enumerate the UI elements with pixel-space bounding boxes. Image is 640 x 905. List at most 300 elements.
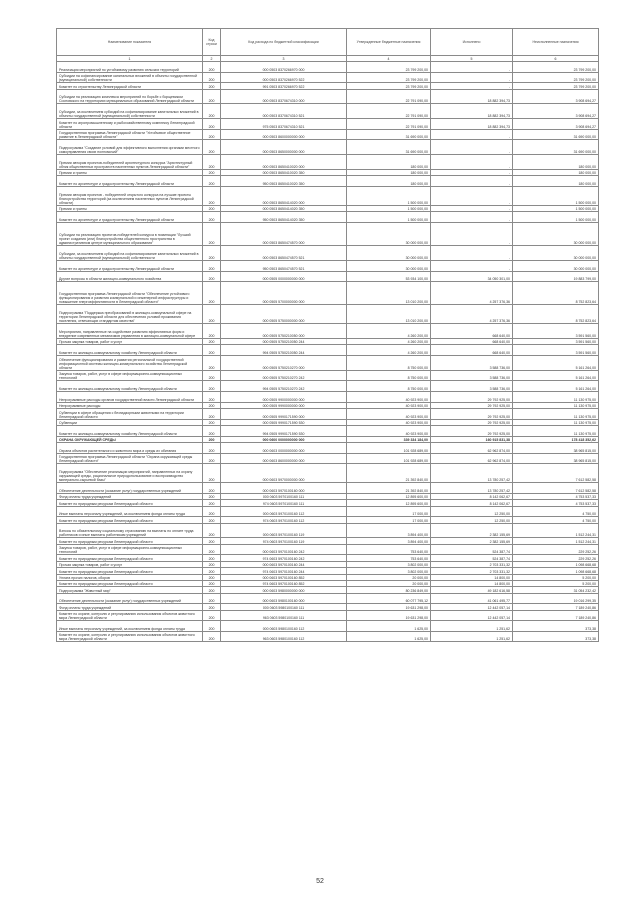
- row-executed-amount: 3 588 736,00: [431, 356, 513, 371]
- row-indicator-name: Комитет по природным ресурсам Ленинградской области: [57, 555, 203, 561]
- row-unexecuted-amount: 31 054 232,42: [513, 587, 599, 593]
- row-classification-code: 000 0603 5970100160 111: [221, 493, 347, 499]
- row-executed-amount: 14 800,00: [431, 580, 513, 586]
- row-indicator-name: Иные выплаты персоналу учреждений, за исключением фонда оплаты труда: [57, 621, 203, 632]
- row-classification-code: 000 0505 9990000000 000: [221, 402, 347, 408]
- row-unexecuted-amount: 1 512 244,31: [513, 523, 599, 538]
- row-classification-code: 963 0603 5980100160 111: [221, 610, 347, 621]
- row-line-code: 200: [203, 345, 221, 356]
- row-indicator-name: Государственная программа Ленинградской области "Охрана окружающей среды Ленинградской области": [57, 453, 203, 464]
- row-indicator-name: Подпрограмма "Обеспечение реализации мероприятий, направленных на охрану окружающей среды, рациональное природопользование и воспроизводство минерально-сырьевой базы": [57, 464, 203, 483]
- row-line-code: 200: [203, 538, 221, 544]
- row-executed-amount: 1 251,62: [431, 631, 513, 642]
- row-classification-code: 000 0503 8600000000 000: [221, 129, 347, 140]
- row-executed-amount: -: [431, 246, 513, 261]
- table-row: [57, 282, 599, 305]
- row-approved-amount: 13 010 200,00: [347, 305, 431, 324]
- row-executed-amount: 12 250,00: [431, 506, 513, 517]
- row-executed-amount: 18 882 394,73: [431, 89, 513, 104]
- row-unexecuted-amount: 4 753 537,33: [513, 493, 599, 499]
- row-executed-amount: 668 640,00: [431, 345, 513, 356]
- row-unexecuted-amount: 19 883 799,00: [513, 271, 599, 282]
- row-unexecuted-amount: 31 690 000,00: [513, 129, 599, 140]
- row-classification-code: 000 0505 5750210050 244: [221, 339, 347, 345]
- row-indicator-name: Премии авторам проектов-победителей архитектурного конкурса "Архитектурный облик общественных пространств населенных пунктов Ленинградской области": [57, 155, 203, 170]
- row-executed-amount: 668 640,00: [431, 324, 513, 339]
- row-unexecuted-amount: 7 612 582,58: [513, 464, 599, 483]
- row-unexecuted-amount: 3 908 694,27: [513, 119, 599, 130]
- row-indicator-name: Комитет по архитектуре и градостроительству Ленинградской области: [57, 260, 203, 271]
- row-executed-amount: 668 640,00: [431, 339, 513, 345]
- row-unexecuted-amount: 3 591 560,00: [513, 345, 599, 356]
- header-classification-code: Код расхода по бюджетной классификации: [221, 29, 347, 56]
- row-executed-amount: -: [431, 186, 513, 205]
- table-row: [57, 409, 599, 420]
- row-approved-amount: 21 392 840,00: [347, 483, 431, 494]
- row-unexecuted-amount: 23 799 200,00: [513, 72, 599, 83]
- table-row: [57, 155, 599, 170]
- table-row: [57, 186, 599, 205]
- row-classification-code: 950 0503 8650414020 350: [221, 212, 347, 223]
- row-indicator-name: Субсидии, за исключением субсидий на софинансирование капитальных вложений в объекты государственной (муниципальной) собственности: [57, 246, 203, 261]
- row-approved-amount: 1 625,00: [347, 631, 431, 642]
- row-classification-code: 000 0603 5970100160 000: [221, 483, 347, 494]
- row-executed-amount: 62 962 874,00: [431, 453, 513, 464]
- row-executed-amount: 29 792 925,00: [431, 392, 513, 403]
- row-line-code: 200: [203, 271, 221, 282]
- row-line-code: 200: [203, 604, 221, 610]
- table-row: [57, 129, 599, 140]
- row-unexecuted-amount: 3 591 560,00: [513, 324, 599, 339]
- table-row: [57, 62, 599, 73]
- row-unexecuted-amount: 1 500 000,00: [513, 205, 599, 211]
- row-executed-amount: 29 792 925,00: [431, 426, 513, 437]
- row-classification-code: 994 0505 5750210050 244: [221, 345, 347, 356]
- table-row: [57, 305, 599, 324]
- table-row: [57, 593, 599, 604]
- row-approved-amount: 40 923 900,00: [347, 392, 431, 403]
- row-approved-amount: 12 895 600,00: [347, 500, 431, 506]
- row-line-code: 200: [203, 631, 221, 642]
- row-unexecuted-amount: 7 189 240,86: [513, 604, 599, 610]
- row-executed-amount: -: [431, 140, 513, 155]
- table-body: [57, 62, 599, 642]
- budget-execution-table: [56, 28, 599, 642]
- row-approved-amount: 3 894 400,00: [347, 538, 431, 544]
- page-number: 52: [316, 878, 324, 885]
- row-indicator-name: ОХРАНА ОКРУЖАЮЩЕЙ СРЕДЫ: [57, 436, 203, 442]
- row-approved-amount: 40 923 900,00: [347, 419, 431, 425]
- header-approved: Утвержденные бюджетные назначения: [347, 29, 431, 56]
- row-classification-code: 000 0603 5980100160 112: [221, 621, 347, 632]
- row-executed-amount: 34 050 301,00: [431, 271, 513, 282]
- row-indicator-name: Комитет по природным ресурсам Ленинградской области: [57, 517, 203, 523]
- row-approved-amount: 1 500 000,00: [347, 212, 431, 223]
- row-approved-amount: 180 000,00: [347, 176, 431, 187]
- header-unexecuted: Неисполненные назначения: [513, 29, 599, 56]
- row-unexecuted-amount: 178 418 352,62: [513, 436, 599, 442]
- row-executed-amount: -: [431, 260, 513, 271]
- row-executed-amount: 13 780 257,42: [431, 483, 513, 494]
- row-unexecuted-amount: 1 500 000,00: [513, 212, 599, 223]
- row-line-code: 200: [203, 129, 221, 140]
- row-classification-code: 000 0603 5970100160 112: [221, 506, 347, 517]
- row-executed-amount: 29 792 925,00: [431, 402, 513, 408]
- row-indicator-name: Комитет по архитектуре и градостроительству Ленинградской области: [57, 176, 203, 187]
- table-row: [57, 104, 599, 119]
- row-unexecuted-amount: 5 200,00: [513, 574, 599, 580]
- table-row: [57, 544, 599, 555]
- table-row: [57, 140, 599, 155]
- row-indicator-name: Непрограммные расходы органов государственной власти Ленинградской области: [57, 392, 203, 403]
- table-row: [57, 464, 599, 483]
- row-classification-code: 000 0503 8650474570 521: [221, 246, 347, 261]
- row-unexecuted-amount: 11 130 975,00: [513, 419, 599, 425]
- row-line-code: 200: [203, 493, 221, 499]
- column-number: 1: [57, 56, 203, 62]
- row-indicator-name: Комитет по жилищно-коммунальному хозяйству Ленинградской области: [57, 381, 203, 392]
- table-row: [57, 119, 599, 130]
- row-unexecuted-amount: 7 612 582,58: [513, 483, 599, 494]
- row-unexecuted-amount: 180 000,00: [513, 155, 599, 170]
- row-executed-amount: 13 780 257,42: [431, 464, 513, 483]
- row-line-code: 200: [203, 409, 221, 420]
- row-unexecuted-amount: 180 000,00: [513, 169, 599, 175]
- row-approved-amount: 339 334 184,00: [347, 436, 431, 442]
- row-approved-amount: 80 236 849,00: [347, 587, 431, 593]
- row-classification-code: 974 0603 5970100160 119: [221, 538, 347, 544]
- row-executed-amount: -: [431, 205, 513, 211]
- row-approved-amount: 101 928 689,00: [347, 443, 431, 454]
- row-indicator-name: Подпрограмма "Животный мир": [57, 587, 203, 593]
- row-approved-amount: 1 625,00: [347, 621, 431, 632]
- table-row: [57, 381, 599, 392]
- row-line-code: 200: [203, 392, 221, 403]
- row-indicator-name: Прочая закупка товаров, работ и услуг: [57, 339, 203, 345]
- row-classification-code: 974 0603 5970100160 111: [221, 500, 347, 506]
- row-executed-amount: 3 588 736,00: [431, 370, 513, 381]
- table-row: [57, 631, 599, 642]
- row-indicator-name: Субсидии на реализацию комплекса мероприятий по борьбе с борщевиком Сосновского на территориях муниципальных образований Ленинградской области: [57, 89, 203, 104]
- row-classification-code: 991 0503 8370266970 522: [221, 83, 347, 89]
- row-line-code: 200: [203, 568, 221, 574]
- row-line-code: 200: [203, 453, 221, 464]
- row-unexecuted-amount: 31 690 000,00: [513, 140, 599, 155]
- row-classification-code: 000 0503 8650414020 000: [221, 186, 347, 205]
- row-unexecuted-amount: 4 753 537,33: [513, 500, 599, 506]
- row-classification-code: 000 0603 5970000000 000: [221, 464, 347, 483]
- row-executed-amount: 29 792 925,00: [431, 409, 513, 420]
- row-approved-amount: 40 923 900,00: [347, 402, 431, 408]
- row-indicator-name: Комитет по охране, контролю и регулированию использования объектов животного мира Ленинградской области: [57, 631, 203, 642]
- row-executed-amount: 160 915 831,38: [431, 436, 513, 442]
- row-indicator-name: Комитет по охране, контролю и регулированию использования объектов животного мира Ленинградской области: [57, 610, 203, 621]
- row-indicator-name: Субсидии на реализацию проектов-победителей конкурса в номинации "Лучший проект создания (или) благоустройства общественного пространства в административном центре муниципального образования": [57, 222, 203, 245]
- row-line-code: 200: [203, 83, 221, 89]
- row-line-code: 200: [203, 212, 221, 223]
- row-unexecuted-amount: 3 591 560,00: [513, 339, 599, 345]
- row-classification-code: 975 0503 8370674310 521: [221, 119, 347, 130]
- row-line-code: 200: [203, 370, 221, 381]
- row-line-code: 200: [203, 186, 221, 205]
- row-approved-amount: 22 791 090,00: [347, 104, 431, 119]
- row-indicator-name: Обеспечение деятельности (оказание услуг) государственных учреждений: [57, 593, 203, 604]
- row-unexecuted-amount: 1 512 244,31: [513, 538, 599, 544]
- table-header-row: [57, 29, 599, 56]
- row-indicator-name: Непрограммные расходы: [57, 402, 203, 408]
- table-row: [57, 260, 599, 271]
- row-approved-amount: 8 750 000,00: [347, 356, 431, 371]
- row-line-code: 200: [203, 305, 221, 324]
- row-classification-code: 000 0503 8650410020 350: [221, 169, 347, 175]
- table-row: [57, 483, 599, 494]
- row-line-code: 200: [203, 506, 221, 517]
- row-unexecuted-amount: 4 750,00: [513, 517, 599, 523]
- row-unexecuted-amount: 229 252,26: [513, 544, 599, 555]
- table-row: [57, 443, 599, 454]
- row-line-code: 200: [203, 561, 221, 567]
- row-classification-code: 000 0603 5980000000 000: [221, 587, 347, 593]
- row-executed-amount: 3 588 736,00: [431, 381, 513, 392]
- row-line-code: 200: [203, 89, 221, 104]
- row-unexecuted-amount: 30 000 000,00: [513, 246, 599, 261]
- row-classification-code: 000 0603 5980100160 111: [221, 604, 347, 610]
- row-approved-amount: 12 895 600,00: [347, 493, 431, 499]
- row-executed-amount: 4 257 376,36: [431, 305, 513, 324]
- row-approved-amount: 31 690 000,00: [347, 129, 431, 140]
- row-classification-code: 000 0503 8370266970 000: [221, 62, 347, 73]
- row-unexecuted-amount: 7 189 240,86: [513, 610, 599, 621]
- table-row: [57, 246, 599, 261]
- row-unexecuted-amount: 1 098 668,68: [513, 568, 599, 574]
- row-executed-amount: -: [431, 72, 513, 83]
- row-unexecuted-amount: 5 161 264,00: [513, 381, 599, 392]
- table-row: [57, 212, 599, 223]
- header-line-code: Код строки: [203, 29, 221, 56]
- row-line-code: 200: [203, 464, 221, 483]
- row-classification-code: 000 0503 8370674310 000: [221, 89, 347, 104]
- row-approved-amount: 8 750 000,00: [347, 381, 431, 392]
- table-row: [57, 222, 599, 245]
- row-unexecuted-amount: 38 965 815,00: [513, 453, 599, 464]
- row-executed-amount: 8 142 062,67: [431, 500, 513, 506]
- row-indicator-name: Комитет по природным ресурсам Ленинградской области: [57, 538, 203, 544]
- row-unexecuted-amount: 19 016 299,35: [513, 593, 599, 604]
- row-unexecuted-amount: 3 908 694,27: [513, 104, 599, 119]
- row-indicator-name: Взносы по обязательному социальному страхованию на выплаты по оплате труда работников и иные выплаты работникам учреждений: [57, 523, 203, 538]
- row-approved-amount: 22 791 090,00: [347, 89, 431, 104]
- row-approved-amount: 30 000 000,00: [347, 260, 431, 271]
- row-indicator-name: Комитет по жилищно-коммунальному хозяйству Ленинградской области: [57, 345, 203, 356]
- table-row: [57, 271, 599, 282]
- row-approved-amount: 3 802 000,00: [347, 568, 431, 574]
- row-executed-amount: 2 382 155,69: [431, 538, 513, 544]
- row-classification-code: 000 0503 8650000000 000: [221, 140, 347, 155]
- row-indicator-name: Субвенции в сфере обращения с безнадзорными животными на территории Ленинградской области: [57, 409, 203, 420]
- row-indicator-name: Субсидии на софинансирование капитальных вложений в объекты государственной (муниципальной) собственности: [57, 72, 203, 83]
- row-line-code: 200: [203, 574, 221, 580]
- row-line-code: 200: [203, 62, 221, 73]
- row-approved-amount: 17 000,00: [347, 517, 431, 523]
- row-indicator-name: Закупка товаров, работ, услуг в сфере информационно-коммуникационных технологий: [57, 370, 203, 381]
- row-line-code: 200: [203, 155, 221, 170]
- row-approved-amount: 19 631 298,00: [347, 604, 431, 610]
- column-number: 4: [347, 56, 431, 62]
- row-unexecuted-amount: 180 000,00: [513, 176, 599, 187]
- row-classification-code: 000 0505 9990171590 530: [221, 419, 347, 425]
- row-unexecuted-amount: 5 161 264,00: [513, 370, 599, 381]
- table-row: [57, 345, 599, 356]
- row-unexecuted-amount: 5 161 264,00: [513, 356, 599, 371]
- row-classification-code: 950 0503 8650410020 350: [221, 176, 347, 187]
- row-line-code: 200: [203, 324, 221, 339]
- row-line-code: 200: [203, 426, 221, 437]
- row-approved-amount: 3 894 400,00: [347, 523, 431, 538]
- row-line-code: 200: [203, 544, 221, 555]
- row-executed-amount: -: [431, 129, 513, 140]
- row-classification-code: 000 0600 0000000000 000: [221, 436, 347, 442]
- row-classification-code: 000 0505 5750210270 000: [221, 356, 347, 371]
- row-indicator-name: Другие вопросы в области жилищно-коммунального хозяйства: [57, 271, 203, 282]
- row-executed-amount: 2 382 155,69: [431, 523, 513, 538]
- row-unexecuted-amount: 8 752 823,64: [513, 305, 599, 324]
- row-classification-code: 994 0505 5750210270 242: [221, 381, 347, 392]
- table-row: [57, 426, 599, 437]
- row-approved-amount: 22 791 090,00: [347, 119, 431, 130]
- row-line-code: 200: [203, 580, 221, 586]
- row-executed-amount: 29 792 925,00: [431, 419, 513, 425]
- row-approved-amount: 753 640,00: [347, 555, 431, 561]
- table-row: [57, 324, 599, 339]
- row-classification-code: 000 0503 8650410020 000: [221, 155, 347, 170]
- row-indicator-name: Обеспечение деятельности (оказание услуг) государственных учреждений: [57, 483, 203, 494]
- row-indicator-name: Государственная программа Ленинградской области "Обеспечение устойчивого функционирования и развития коммунальной и инженерной инфраструктуры и повышение энергоэффективности в Ленинградской области": [57, 282, 203, 305]
- row-classification-code: 000 0603 5970100160 119: [221, 523, 347, 538]
- table-row: [57, 453, 599, 464]
- row-approved-amount: 23 799 200,00: [347, 62, 431, 73]
- row-approved-amount: 19 631 298,00: [347, 610, 431, 621]
- row-executed-amount: 14 800,00: [431, 574, 513, 580]
- row-classification-code: 000 0505 5700000000 000: [221, 282, 347, 305]
- row-line-code: 200: [203, 483, 221, 494]
- row-approved-amount: 40 923 900,00: [347, 426, 431, 437]
- row-indicator-name: Комитет по агропромышленному и рыбохозяйственному комплексу Ленинградской области: [57, 119, 203, 130]
- row-approved-amount: 60 077 795,12: [347, 593, 431, 604]
- row-indicator-name: Иные выплаты персоналу учреждений, за исключением фонда оплаты труда: [57, 506, 203, 517]
- row-unexecuted-amount: 30 000 000,00: [513, 260, 599, 271]
- row-indicator-name: Реализация мероприятий по устойчивому развитию сельских территорий: [57, 62, 203, 73]
- row-approved-amount: 31 690 000,00: [347, 140, 431, 155]
- row-classification-code: 000 0505 5750210270 242: [221, 370, 347, 381]
- row-executed-amount: -: [431, 176, 513, 187]
- row-indicator-name: Уплата прочих налогов, сборов: [57, 574, 203, 580]
- column-number: 6: [513, 56, 599, 62]
- row-unexecuted-amount: 5 200,00: [513, 580, 599, 586]
- row-unexecuted-amount: 4 750,00: [513, 506, 599, 517]
- row-indicator-name: Премии и гранты: [57, 169, 203, 175]
- row-approved-amount: 753 640,00: [347, 544, 431, 555]
- row-line-code: 200: [203, 176, 221, 187]
- row-approved-amount: 101 928 689,00: [347, 453, 431, 464]
- row-line-code: 200: [203, 339, 221, 345]
- row-classification-code: 000 0505 9900000000 000: [221, 392, 347, 403]
- row-executed-amount: 8 142 062,67: [431, 493, 513, 499]
- row-line-code: 200: [203, 443, 221, 454]
- row-classification-code: 000 0505 9990171590 000: [221, 409, 347, 420]
- table-row: [57, 370, 599, 381]
- table-row: [57, 392, 599, 403]
- row-approved-amount: 40 923 900,00: [347, 409, 431, 420]
- row-indicator-name: Комитет по жилищно-коммунальному хозяйству Ленинградской области: [57, 426, 203, 437]
- row-approved-amount: 3 802 000,00: [347, 561, 431, 567]
- row-approved-amount: 4 260 200,00: [347, 345, 431, 356]
- column-number: 5: [431, 56, 513, 62]
- row-classification-code: 000 0603 0000000000 000: [221, 443, 347, 454]
- row-unexecuted-amount: 11 130 975,00: [513, 409, 599, 420]
- row-approved-amount: 1 500 000,00: [347, 205, 431, 211]
- row-indicator-name: Подпрограмма "Поддержка преобразований в жилищно-коммунальной сфере на территории Ленинградской области для обеспечения условий проживания населения, отвечающих стандартам качества": [57, 305, 203, 324]
- row-approved-amount: 8 750 000,00: [347, 370, 431, 381]
- row-classification-code: 950 0503 8650474570 521: [221, 260, 347, 271]
- row-executed-amount: 2 703 331,32: [431, 568, 513, 574]
- row-executed-amount: 524 387,74: [431, 555, 513, 561]
- row-line-code: 200: [203, 381, 221, 392]
- row-classification-code: 974 0603 5970100160 242: [221, 555, 347, 561]
- row-approved-amount: 23 799 200,00: [347, 83, 431, 89]
- row-executed-amount: 62 962 874,00: [431, 443, 513, 454]
- row-indicator-name: Субсидии, за исключением субсидий на софинансирование капитальных вложений в объекты государственной (муниципальной) собственности: [57, 104, 203, 119]
- column-number: 3: [221, 56, 347, 62]
- row-indicator-name: Премии и гранты: [57, 205, 203, 211]
- row-classification-code: 000 0503 8650414020 350: [221, 205, 347, 211]
- row-executed-amount: 12 442 057,14: [431, 604, 513, 610]
- row-line-code: 200: [203, 523, 221, 538]
- row-line-code: 200: [203, 260, 221, 271]
- row-executed-amount: 12 250,00: [431, 517, 513, 523]
- row-classification-code: 974 0603 5970100160 852: [221, 580, 347, 586]
- table-row: [57, 506, 599, 517]
- row-unexecuted-amount: 38 965 815,00: [513, 443, 599, 454]
- row-line-code: 200: [203, 555, 221, 561]
- row-approved-amount: 53 934 100,00: [347, 271, 431, 282]
- row-unexecuted-amount: 3 908 694,27: [513, 89, 599, 104]
- row-line-code: 200: [203, 140, 221, 155]
- row-classification-code: 000 0503 8650474570 000: [221, 222, 347, 245]
- row-line-code: 200: [203, 621, 221, 632]
- row-approved-amount: 1 500 000,00: [347, 186, 431, 205]
- row-executed-amount: 18 882 394,73: [431, 104, 513, 119]
- row-classification-code: 000 0603 5980100160 000: [221, 593, 347, 604]
- row-classification-code: 000 0603 8600000000 000: [221, 453, 347, 464]
- row-approved-amount: 20 000,00: [347, 580, 431, 586]
- row-executed-amount: -: [431, 155, 513, 170]
- row-approved-amount: 21 392 840,00: [347, 464, 431, 483]
- row-unexecuted-amount: 8 752 823,64: [513, 282, 599, 305]
- row-executed-amount: -: [431, 62, 513, 73]
- row-line-code: 200: [203, 169, 221, 175]
- row-indicator-name: Прочая закупка товаров, работ и услуг: [57, 561, 203, 567]
- row-classification-code: 000 0503 8370266970 522: [221, 72, 347, 83]
- row-indicator-name: Фонд оплаты труда учреждений: [57, 604, 203, 610]
- row-unexecuted-amount: 11 130 975,00: [513, 426, 599, 437]
- row-approved-amount: 4 260 200,00: [347, 324, 431, 339]
- row-executed-amount: 49 182 616,58: [431, 587, 513, 593]
- row-unexecuted-amount: 1 500 000,00: [513, 186, 599, 205]
- row-executed-amount: -: [431, 169, 513, 175]
- row-unexecuted-amount: 30 000 000,00: [513, 222, 599, 245]
- row-classification-code: 000 0505 0000000000 000: [221, 271, 347, 282]
- row-indicator-name: Обеспечение функционирования и развития региональной государственной информационной системы жилищно-коммунального хозяйства Ленинградской области: [57, 356, 203, 371]
